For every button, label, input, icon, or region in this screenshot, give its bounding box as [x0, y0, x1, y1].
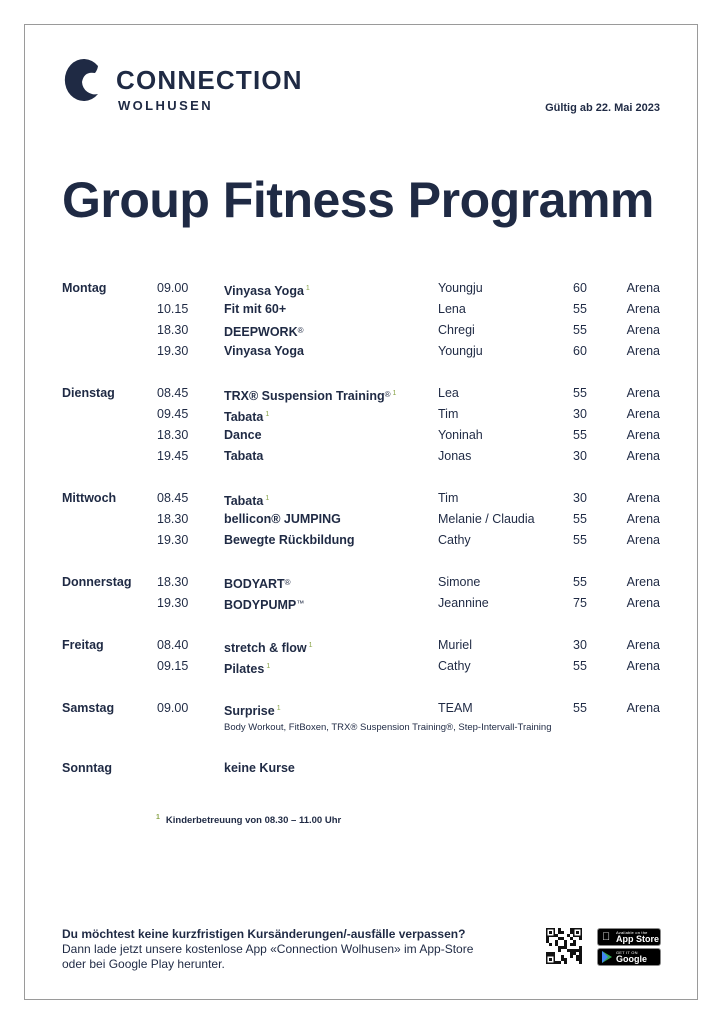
course-name: Fit mit 60+: [224, 302, 287, 316]
schedule-row: [62, 530, 660, 551]
trainer-name: Lena: [438, 302, 466, 316]
footnote-marker: 1: [276, 705, 281, 712]
schedule-row: [62, 698, 660, 719]
course-room: Arena: [626, 533, 660, 547]
course-time: 09.15: [157, 659, 189, 673]
course-duration: 55: [573, 533, 587, 547]
footnote-marker: 1: [265, 495, 270, 502]
app-store-badge-label: App Store: [616, 934, 660, 944]
course-name: Surprise: [224, 704, 275, 718]
promo-text-line: oder bei Google Play herunter.: [62, 957, 225, 971]
course-room: Arena: [626, 512, 660, 526]
course-duration: 55: [573, 323, 587, 337]
course-duration: 55: [573, 512, 587, 526]
course-time: 08.45: [157, 386, 189, 400]
course-name: Tabata: [224, 449, 264, 463]
google-play-icon: [602, 951, 612, 963]
trademark-mark: ®: [297, 326, 304, 335]
connection-logo-icon: [62, 57, 102, 103]
apple-icon: [602, 931, 610, 944]
course-name: Tabata: [224, 410, 264, 424]
course-room: Arena: [626, 302, 660, 316]
schedule-row: [62, 656, 660, 677]
course-duration: 30: [573, 491, 587, 505]
trainer-name: Lea: [438, 386, 459, 400]
group-spacer: [62, 614, 660, 635]
valid-from-date: Gültig ab 22. Mai 2023: [545, 102, 660, 114]
course-time: 18.30: [157, 575, 189, 589]
course-name: Vinyasa Yoga: [224, 344, 304, 358]
trainer-name: Youngju: [438, 344, 483, 358]
course-name: BODYPUMP: [224, 598, 297, 612]
trademark-mark: ™: [296, 599, 305, 608]
footnote-text: Kinderbetreuung von 08.30 – 11.00 Uhr: [165, 815, 342, 826]
brand-name: CONNECTION: [116, 65, 303, 95]
course-duration: 55: [573, 701, 587, 715]
footnote-mark: 1: [156, 814, 160, 821]
course-name: DEEPWORK: [224, 325, 298, 339]
day-label: Montag: [62, 281, 107, 295]
trainer-name: Jonas: [438, 449, 472, 463]
footnote: [156, 814, 341, 826]
course-time: 08.45: [157, 491, 189, 505]
course-subline: [62, 719, 660, 737]
schedule-row: [62, 341, 660, 362]
trainer-name: TEAM: [438, 701, 473, 715]
course-duration: 55: [573, 386, 587, 400]
course-room: Arena: [626, 449, 660, 463]
course-name: Vinyasa Yoga: [224, 284, 304, 298]
trademark-mark: ®: [384, 390, 391, 399]
course-cell: [224, 572, 291, 595]
schedule-row: [62, 593, 660, 614]
course-room: Arena: [626, 407, 660, 421]
brand-location: WOLHUSEN: [118, 98, 214, 113]
trainer-name: Chregi: [438, 323, 475, 337]
app-store-badge-caption: Available on the: [616, 930, 648, 935]
course-cell: [224, 299, 286, 320]
footnote-marker: 1: [392, 390, 397, 397]
day-label: Sonntag: [62, 761, 112, 775]
group-spacer: [62, 362, 660, 383]
schedule-row: [62, 425, 660, 446]
trainer-name: Jeannine: [438, 596, 489, 610]
course-time: 19.30: [157, 596, 189, 610]
trainer-name: Cathy: [438, 533, 471, 547]
group-spacer: [62, 677, 660, 698]
schedule-row: [62, 383, 660, 404]
course-time: 18.30: [157, 428, 189, 442]
schedule-row: [62, 488, 660, 509]
course-name: Pilates: [224, 662, 265, 676]
trainer-name: Simone: [438, 575, 481, 589]
trainer-name: Cathy: [438, 659, 471, 673]
schedule-row: [62, 509, 660, 530]
google-play-badge-label: Google Play: [616, 954, 647, 975]
day-label: Mittwoch: [62, 491, 117, 505]
course-name: TRX® Suspension Training: [224, 389, 385, 403]
schedule-row: [62, 278, 660, 299]
course-name: Bewegte Rückbildung: [224, 533, 355, 547]
day-label: Dienstag: [62, 386, 115, 400]
trainer-name: Tim: [438, 491, 459, 505]
course-cell: [224, 656, 270, 680]
course-duration: 75: [573, 596, 587, 610]
course-time: 10.15: [157, 302, 189, 316]
promo-text-line: Dann lade jetzt unsere kostenlose App «Connection Wolhusen» im App-Store: [62, 942, 474, 956]
footnote-marker: 1: [305, 285, 310, 292]
course-cell: [224, 425, 262, 446]
course-time: 18.30: [157, 512, 189, 526]
footnote-marker: 1: [266, 663, 271, 670]
course-time: 18.30: [157, 323, 189, 337]
google-play-badge-caption: GET IT ON: [616, 950, 638, 955]
group-spacer: [62, 551, 660, 572]
course-duration: 60: [573, 281, 587, 295]
footnote-marker: 1: [308, 642, 313, 649]
schedule-row: [62, 320, 660, 341]
trainer-name: Melanie / Claudia: [438, 512, 535, 526]
course-duration: 55: [573, 659, 587, 673]
course-time: 08.40: [157, 638, 189, 652]
course-duration: 55: [573, 428, 587, 442]
qr-code-icon[interactable]: [546, 928, 582, 964]
course-room: Arena: [626, 596, 660, 610]
course-time: 19.30: [157, 344, 189, 358]
trainer-name: Yoninah: [438, 428, 483, 442]
course-name: stretch & flow: [224, 641, 307, 655]
subline-text: Body Workout, FitBoxen, TRX® Suspension Training®, Step-Intervall-Training: [224, 722, 552, 733]
course-room: Arena: [626, 344, 660, 358]
course-duration: 30: [573, 407, 587, 421]
course-time: 19.30: [157, 533, 189, 547]
app-store-badge[interactable]: [597, 928, 661, 946]
trainer-name: Tim: [438, 407, 459, 421]
course-room: Arena: [626, 428, 660, 442]
trainer-name: Youngju: [438, 281, 483, 295]
course-room: Arena: [626, 281, 660, 295]
course-name: BODYART: [224, 577, 285, 591]
course-time: 19.45: [157, 449, 189, 463]
course-duration: 30: [573, 449, 587, 463]
course-name: Dance: [224, 428, 262, 442]
schedule-row: [62, 758, 660, 779]
day-label: Donnerstag: [62, 575, 132, 589]
promo-headline: Du möchtest keine kurzfristigen Kursänderungen/-ausfälle verpassen?: [62, 927, 466, 941]
course-cell: [224, 341, 304, 362]
day-label: Samstag: [62, 701, 115, 715]
course-name: bellicon® JUMPING: [224, 512, 341, 526]
schedule-row: [62, 404, 660, 425]
course-duration: 30: [573, 638, 587, 652]
group-spacer: [62, 467, 660, 488]
course-cell: [224, 593, 304, 616]
course-duration: 60: [573, 344, 587, 358]
course-cell: [224, 320, 304, 343]
course-room: Arena: [626, 386, 660, 400]
course-cell: [224, 758, 295, 779]
trademark-mark: ®: [284, 578, 291, 587]
course-duration: 55: [573, 575, 587, 589]
course-name: keine Kurse: [224, 761, 295, 775]
schedule-table: [62, 278, 660, 779]
course-time: 09.45: [157, 407, 189, 421]
course-time: 09.00: [157, 281, 189, 295]
course-cell: [224, 446, 263, 467]
course-cell: [224, 509, 341, 530]
course-room: Arena: [626, 575, 660, 589]
course-room: Arena: [626, 491, 660, 505]
course-cell: [224, 530, 355, 551]
course-room: Arena: [626, 701, 660, 715]
course-room: Arena: [626, 323, 660, 337]
course-duration: 55: [573, 302, 587, 316]
group-spacer: [62, 737, 660, 758]
schedule-row: [62, 446, 660, 467]
schedule-row: [62, 572, 660, 593]
page-title: Group Fitness Programm: [62, 172, 654, 228]
schedule-row: [62, 635, 660, 656]
day-label: Freitag: [62, 638, 104, 652]
course-room: Arena: [626, 659, 660, 673]
schedule-row: [62, 299, 660, 320]
course-room: Arena: [626, 638, 660, 652]
course-name: Tabata: [224, 494, 264, 508]
footnote-marker: 1: [265, 411, 270, 418]
trainer-name: Muriel: [438, 638, 473, 652]
course-time: 09.00: [157, 701, 189, 715]
google-play-badge[interactable]: [597, 948, 661, 975]
